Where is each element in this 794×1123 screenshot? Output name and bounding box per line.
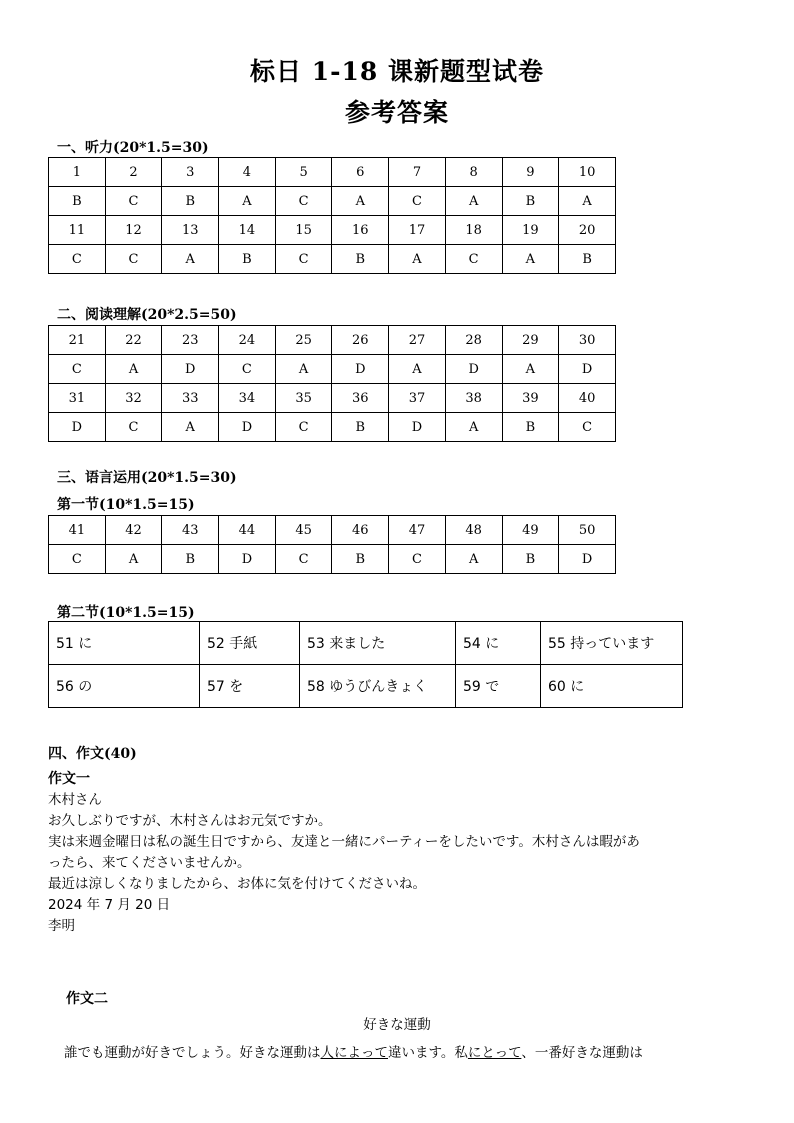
question-number-cell: 1: [49, 158, 106, 187]
answer-cell: A: [502, 355, 559, 384]
table-row: [49, 413, 616, 442]
answer-cell: A: [445, 187, 502, 216]
question-number-cell: 41: [49, 516, 106, 545]
question-number-cell: 45: [275, 516, 332, 545]
question-number-cell: 12: [105, 216, 162, 245]
answer-cell: 60 に: [541, 665, 683, 708]
question-number-cell: 27: [389, 326, 446, 355]
section-listening-heading: 一、听力(20*1.5=30): [57, 140, 209, 156]
question-number-cell: 17: [389, 216, 446, 245]
answer-cell: A: [389, 245, 446, 274]
answer-cell: 56 の: [49, 665, 200, 708]
question-number-cell: 15: [275, 216, 332, 245]
question-number-cell: 46: [332, 516, 389, 545]
reading-answer-table: [48, 325, 616, 442]
section-language-heading: 三、语言运用(20*1.5=30): [57, 470, 237, 486]
answer-cell: C: [219, 355, 276, 384]
part2-answer-table: [48, 621, 683, 708]
answer-cell: A: [105, 545, 162, 574]
question-number-cell: 11: [49, 216, 106, 245]
essay2-title: 好きな運動: [363, 1017, 431, 1033]
answer-cell: B: [219, 245, 276, 274]
question-number-cell: 42: [105, 516, 162, 545]
answer-cell: A: [162, 245, 219, 274]
question-number-cell: 4: [219, 158, 276, 187]
answer-cell: D: [219, 545, 276, 574]
answer-cell: B: [502, 545, 559, 574]
question-number-cell: 21: [49, 326, 106, 355]
question-number-cell: 30: [559, 326, 616, 355]
essay2-underlined-phrase: にとって: [467, 1045, 522, 1061]
question-number-cell: 49: [502, 516, 559, 545]
question-number-cell: 13: [162, 216, 219, 245]
answer-cell: B: [332, 545, 389, 574]
answer-cell: C: [389, 187, 446, 216]
question-number-cell: 9: [502, 158, 559, 187]
answer-cell: A: [389, 355, 446, 384]
question-number-cell: 35: [275, 384, 332, 413]
table-row: [49, 355, 616, 384]
table-row: [49, 622, 683, 665]
question-number-cell: 43: [162, 516, 219, 545]
answer-cell: A: [559, 187, 616, 216]
question-number-cell: 20: [559, 216, 616, 245]
question-number-cell: 38: [445, 384, 502, 413]
answer-cell: A: [105, 355, 162, 384]
essay1-date: 2024 年 7 月 20 日: [48, 897, 171, 913]
question-number-cell: 5: [275, 158, 332, 187]
answer-cell: 55 持っています: [541, 622, 683, 665]
answer-cell: C: [49, 545, 106, 574]
essay1-line: 実は来週金曜日は私の誕生日ですから、友達と一緒にパーティーをしたいです。木村さんは暇があ: [48, 834, 640, 850]
question-number-cell: 18: [445, 216, 502, 245]
question-number-cell: 16: [332, 216, 389, 245]
essay1-line: お久しぶりですが、木村さんはお元気ですか。: [48, 813, 332, 829]
part2-heading: 第二节(10*1.5=15): [57, 605, 195, 621]
answer-cell: B: [332, 413, 389, 442]
essay1-heading: 作文一: [48, 771, 90, 787]
question-number-cell: 7: [389, 158, 446, 187]
essay2-text: 違います。私: [388, 1045, 468, 1061]
table-row: [49, 384, 616, 413]
answer-cell: C: [49, 245, 106, 274]
question-number-cell: 3: [162, 158, 219, 187]
question-number-cell: 34: [219, 384, 276, 413]
answer-cell: B: [162, 187, 219, 216]
essay1-body: [48, 790, 640, 937]
answer-cell: C: [275, 187, 332, 216]
answer-cell: D: [162, 355, 219, 384]
answer-cell: 57 を: [200, 665, 300, 708]
answer-cell: C: [275, 545, 332, 574]
essay1-signature: 李明: [48, 918, 75, 934]
section-reading-heading: 二、阅读理解(20*2.5=50): [57, 307, 237, 323]
answer-cell: D: [559, 545, 616, 574]
part1-answer-table: [48, 515, 616, 574]
question-number-cell: 8: [445, 158, 502, 187]
answer-cell: 54 に: [456, 622, 541, 665]
essay1-line: 最近は涼しくなりましたから、お体に気を付けてくださいね。: [48, 876, 426, 892]
answer-cell: A: [275, 355, 332, 384]
answer-cell: D: [389, 413, 446, 442]
answer-cell: D: [445, 355, 502, 384]
document-title: 标日 1-18 课新题型试卷: [250, 57, 544, 86]
answer-cell: C: [275, 245, 332, 274]
table-row: [49, 158, 616, 187]
question-number-cell: 19: [502, 216, 559, 245]
essay2-first-line: [64, 1043, 643, 1064]
answer-cell: B: [559, 245, 616, 274]
question-number-cell: 40: [559, 384, 616, 413]
answer-cell: A: [219, 187, 276, 216]
question-number-cell: 10: [559, 158, 616, 187]
table-row: [49, 245, 616, 274]
answer-cell: 58 ゆうびんきょく: [300, 665, 456, 708]
question-number-cell: 36: [332, 384, 389, 413]
question-number-cell: 29: [502, 326, 559, 355]
answer-cell: A: [445, 545, 502, 574]
question-number-cell: 44: [219, 516, 276, 545]
answer-cell: A: [162, 413, 219, 442]
question-number-cell: 6: [332, 158, 389, 187]
document-subtitle: 参考答案: [344, 98, 449, 127]
question-number-cell: 23: [162, 326, 219, 355]
answer-cell: C: [105, 187, 162, 216]
essay2-heading: 作文二: [66, 991, 108, 1007]
question-number-cell: 50: [559, 516, 616, 545]
question-number-cell: 37: [389, 384, 446, 413]
answer-cell: B: [162, 545, 219, 574]
section-writing-heading: 四、作文(40): [48, 746, 137, 762]
table-row: [49, 187, 616, 216]
question-number-cell: 39: [502, 384, 559, 413]
answer-cell: A: [445, 413, 502, 442]
answer-cell: C: [105, 245, 162, 274]
question-number-cell: 25: [275, 326, 332, 355]
answer-cell: D: [332, 355, 389, 384]
answer-cell: C: [559, 413, 616, 442]
essay1-line: 木村さん: [48, 792, 102, 808]
answer-cell: 51 に: [49, 622, 200, 665]
answer-cell: A: [332, 187, 389, 216]
question-number-cell: 31: [49, 384, 106, 413]
question-number-cell: 32: [105, 384, 162, 413]
answer-cell: C: [49, 355, 106, 384]
answer-cell: D: [219, 413, 276, 442]
question-number-cell: 14: [219, 216, 276, 245]
answer-cell: B: [502, 187, 559, 216]
answer-cell: B: [49, 187, 106, 216]
question-number-cell: 22: [105, 326, 162, 355]
answer-cell: C: [105, 413, 162, 442]
essay2-text: 、一番好きな運動は: [521, 1045, 643, 1061]
question-number-cell: 26: [332, 326, 389, 355]
answer-cell: B: [332, 245, 389, 274]
essay2-text: 誰でも運動が好きでしょう。好きな運動は: [64, 1045, 321, 1061]
essay2-underlined-phrase: 人によって: [320, 1045, 388, 1061]
question-number-cell: 48: [445, 516, 502, 545]
answer-cell: 52 手紙: [200, 622, 300, 665]
answer-cell: 53 来ました: [300, 622, 456, 665]
answer-cell: D: [559, 355, 616, 384]
table-row: [49, 665, 683, 708]
table-row: [49, 326, 616, 355]
table-row: [49, 216, 616, 245]
answer-cell: C: [389, 545, 446, 574]
answer-cell: 59 で: [456, 665, 541, 708]
answer-cell: A: [502, 245, 559, 274]
question-number-cell: 2: [105, 158, 162, 187]
essay1-line: ったら、来てくださいませんか。: [48, 855, 251, 871]
table-row: [49, 545, 616, 574]
part1-heading: 第一节(10*1.5=15): [57, 497, 195, 513]
question-number-cell: 33: [162, 384, 219, 413]
question-number-cell: 24: [219, 326, 276, 355]
answer-cell: B: [502, 413, 559, 442]
question-number-cell: 28: [445, 326, 502, 355]
answer-cell: C: [275, 413, 332, 442]
answer-cell: D: [49, 413, 106, 442]
answer-cell: C: [445, 245, 502, 274]
question-number-cell: 47: [389, 516, 446, 545]
listening-answer-table: [48, 157, 616, 274]
table-row: [49, 516, 616, 545]
